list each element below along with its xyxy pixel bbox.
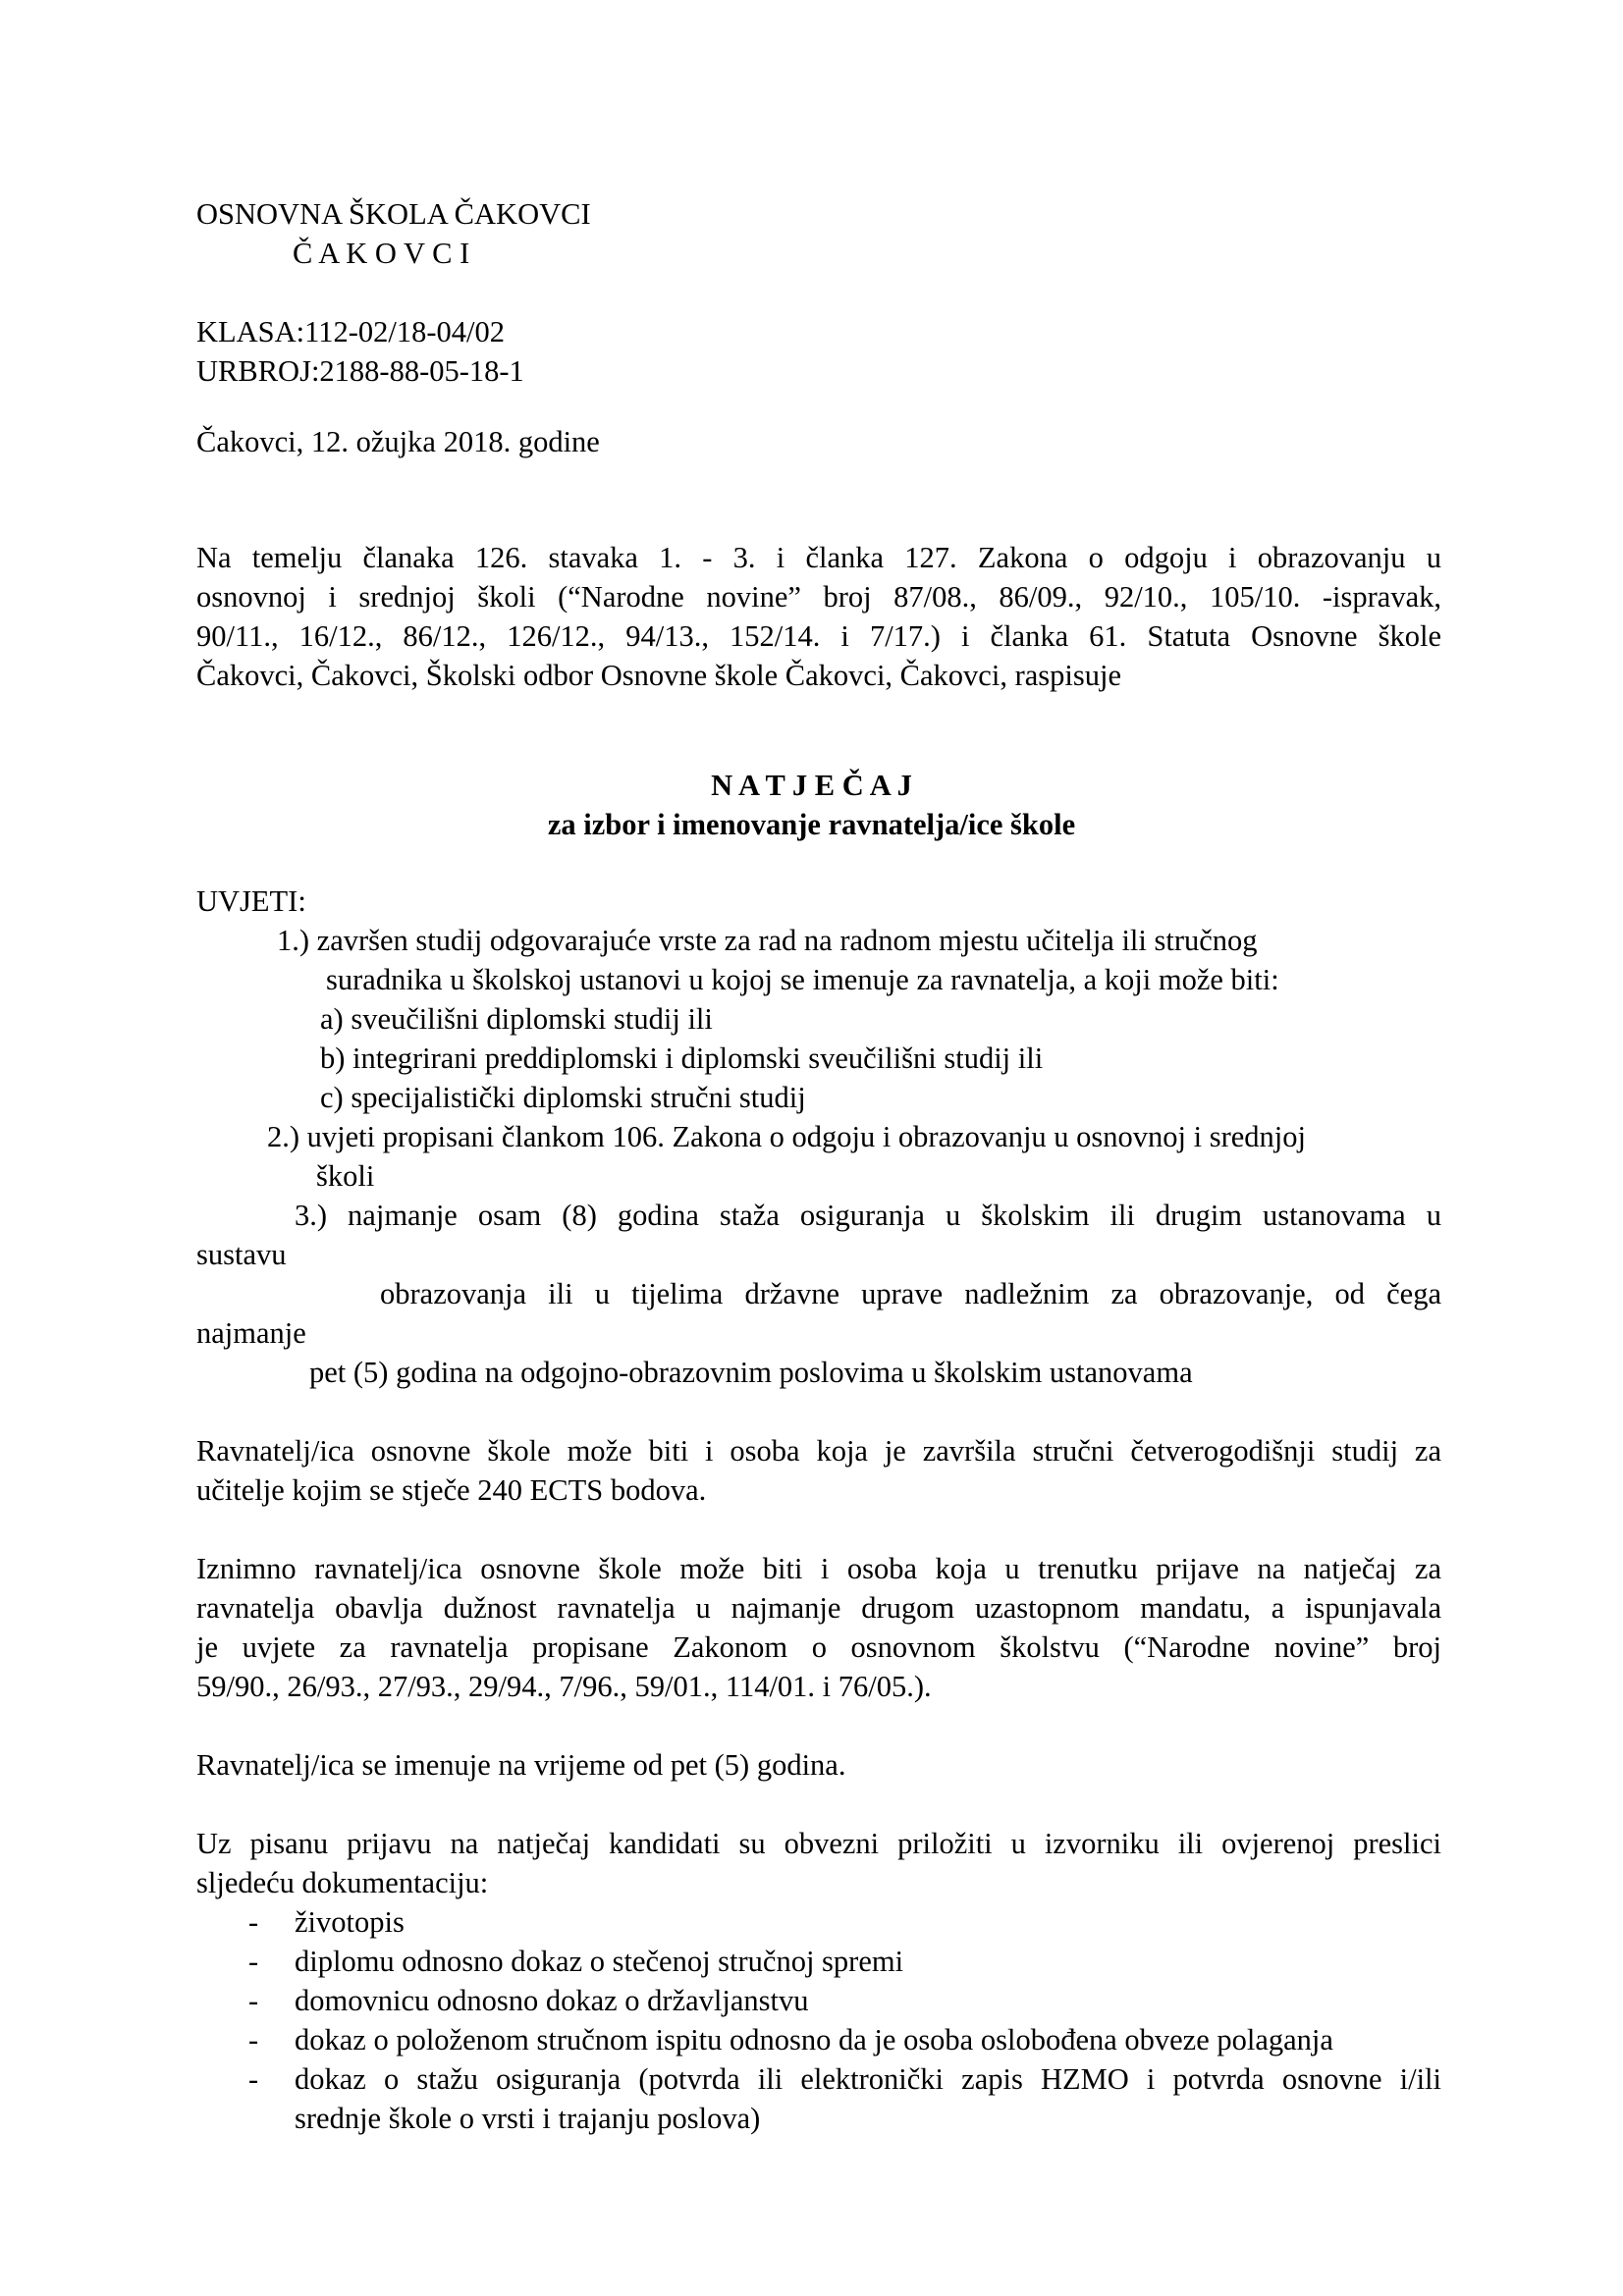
condition-item-3-cont: najmanje (196, 1316, 306, 1350)
paragraph-line: je uvjete za ravnatelja propisane Zakonom o osnovnom školstvu (“Narodne novine” broj (196, 1630, 1441, 1664)
city-name: Č A K O V C I (293, 237, 470, 270)
paragraph-line: 59/90., 26/93., 27/93., 29/94., 7/96., 59/01., 114/01. i 76/05.). (196, 1670, 932, 1703)
preamble-line: Čakovci, Čakovci, Školski odbor Osnovne škole Čakovci, Čakovci, raspisuje (196, 659, 1121, 692)
paragraph-line: Iznimno ravnatelj/ica osnovne škole može biti i osoba koja u trenutku prijave na natječaj za (196, 1552, 1441, 1585)
list-item: diplomu odnosno dokaz o stečenoj stručnoj spremi (295, 1945, 904, 1978)
list-bullet: - (248, 2062, 259, 2096)
list-item: dokaz o položenom stručnom ispitu odnosno da je osoba oslobođena obveze polaganja (295, 2023, 1333, 2056)
condition-item-1-cont: suradnika u školskoj ustanovi u kojoj se imenuje za ravnatelja, a koji može biti: (326, 963, 1279, 996)
preamble-line: osnovnoj i srednjoj školi (“Narodne novine” broj 87/08., 86/09., 92/10., 105/10. -ispravak, (196, 580, 1441, 614)
paragraph-line: Uz pisanu prijavu na natječaj kandidati su obvezni priložiti u izvorniku ili ovjerenoj preslici (196, 1827, 1441, 1860)
paragraph-line: ravnatelja obavlja dužnost ravnatelja u najmanje drugom uzastopnom mandatu, a ispunjavala (196, 1591, 1441, 1625)
condition-item-1a: a) sveučilišni diplomski studij ili (320, 1002, 713, 1036)
condition-item-3-cont: pet (5) godina na odgojno-obrazovnim poslovima u školskim ustanovama (309, 1356, 1193, 1389)
paragraph-line: učitelje kojim se stječe 240 ECTS bodova. (196, 1473, 707, 1507)
paragraph-line: Ravnatelj/ica osnovne škole može biti i osoba koja je završila stručni četverogodišnji studij za (196, 1434, 1441, 1468)
klasa-number: KLASA:112-02/18-04/02 (196, 315, 506, 348)
condition-item-3-cont: sustavu (196, 1238, 287, 1271)
list-item: domovnicu odnosno dokaz o državljanstvu (295, 1984, 809, 2017)
condition-item-3-cont: obrazovanja ili u tijelima državne uprave nadležnim za obrazovanje, od čega (380, 1277, 1441, 1310)
document-date: Čakovci, 12. ožujka 2018. godine (196, 425, 600, 458)
list-item-cont: srednje škole o vrsti i trajanju poslova) (295, 2102, 761, 2135)
document-title: N A T J E Č A J (711, 769, 912, 802)
list-item: dokaz o stažu osiguranja (potvrda ili elektronički zapis HZMO i potvrda osnovne i/ili (295, 2062, 1441, 2096)
conditions-heading: UVJETI: (196, 884, 306, 918)
condition-item-2-cont: školi (316, 1159, 375, 1193)
preamble-line: Na temelju članaka 126. stavaka 1. - 3. i članka 127. Zakona o odgoju i obrazovanju u (196, 541, 1441, 574)
condition-item-1b: b) integrirani preddiplomski i diplomski sveučilišni studij ili (320, 1041, 1044, 1075)
preamble-line: 90/11., 16/12., 86/12., 126/12., 94/13., 152/14. i 7/17.) i članka 61. Statuta Osnovne škole (196, 619, 1441, 653)
school-name: OSNOVNA ŠKOLA ČAKOVCI (196, 197, 591, 231)
condition-item-1c: c) specijalistički diplomski stručni studij (320, 1081, 806, 1114)
condition-item-2: 2.) uvjeti propisani člankom 106. Zakona o odgoju i obrazovanju u osnovnoj i srednjoj (267, 1120, 1306, 1153)
condition-item-1: 1.) završen studij odgovarajuće vrste za rad na radnom mjestu učitelja ili stručnog (277, 924, 1258, 957)
list-bullet: - (248, 1945, 259, 1978)
list-bullet: - (248, 1984, 259, 2017)
condition-item-3: 3.) najmanje osam (8) godina staža osiguranja u školskim ili drugim ustanovama u (295, 1199, 1441, 1232)
list-bullet: - (248, 2023, 259, 2056)
list-bullet: - (248, 1905, 259, 1939)
urbroj-number: URBROJ:2188-88-05-18-1 (196, 354, 524, 388)
list-item: životopis (295, 1905, 405, 1939)
term-paragraph: Ravnatelj/ica se imenuje na vrijeme od pet (5) godina. (196, 1748, 846, 1782)
paragraph-line: sljedeću dokumentaciju: (196, 1866, 489, 1899)
document-subtitle: za izbor i imenovanje ravnatelja/ice škole (547, 808, 1076, 841)
